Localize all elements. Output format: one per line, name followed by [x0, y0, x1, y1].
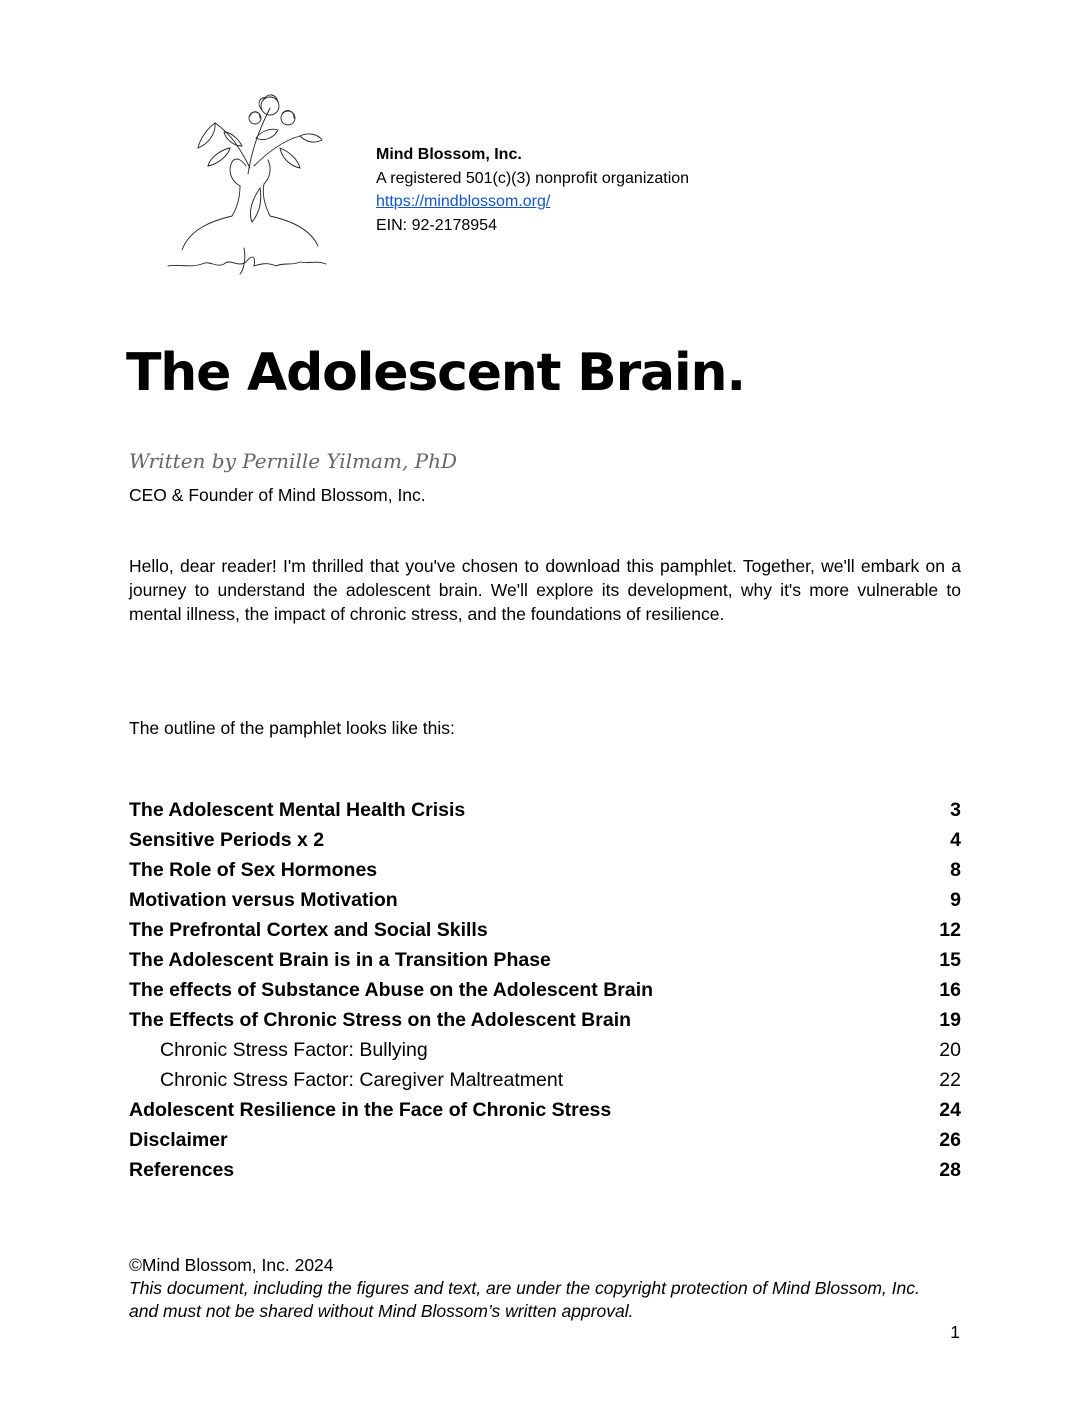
toc-entry-page: 12: [939, 919, 961, 941]
toc-entry-page: 22: [939, 1069, 961, 1091]
toc-entry-title: The effects of Substance Abuse on the Adolescent Brain: [129, 979, 654, 1001]
toc-entry-page: 19: [939, 1009, 961, 1031]
org-website-link[interactable]: https://mindblossom.org/: [376, 193, 551, 210]
toc-entry-page: 16: [939, 979, 961, 1001]
toc-entry-title: The Prefrontal Cortex and Social Skills: [129, 919, 488, 941]
toc-entry-title: Chronic Stress Factor: Caregiver Maltreatment: [160, 1069, 564, 1091]
toc-entry[interactable]: [129, 1035, 961, 1065]
toc-entry-title: Motivation versus Motivation: [129, 889, 398, 911]
toc-entry-page: 15: [939, 949, 961, 971]
flower-head-line-drawing-icon: [160, 88, 340, 278]
page-title: The Adolescent Brain.: [126, 343, 745, 403]
toc-entry-page: 20: [939, 1039, 961, 1061]
toc-entry-page: 9: [950, 889, 961, 911]
outline-intro: The outline of the pamphlet looks like this:: [129, 718, 455, 738]
copyright-notice: ©Mind Blossom, Inc. 2024: [129, 1255, 334, 1275]
intro-paragraph: Hello, dear reader! I'm thrilled that you've chosen to download this pamphlet. Together, we'll embark on a journey to understand the adolescent brain. We'll explore its development, why it's more vulnerable to mental illness, the impact of chronic stress, and the foundations of resilience.: [129, 556, 961, 624]
toc-entry[interactable]: [129, 1095, 961, 1125]
toc-entry-page: 24: [939, 1099, 961, 1121]
toc-entry-title: The Adolescent Brain is in a Transition Phase: [129, 949, 551, 971]
toc-entry-title: The Effects of Chronic Stress on the Adolescent Brain: [129, 1009, 632, 1031]
author-byline: Written by Pernille Yilmam, PhD: [129, 449, 458, 473]
toc-entry[interactable]: [129, 975, 961, 1005]
toc-entry-title: Disclaimer: [129, 1129, 228, 1151]
toc-entry-title: The Adolescent Mental Health Crisis: [129, 799, 466, 821]
toc-entry-page: 4: [950, 829, 961, 851]
toc-entry-title: References: [129, 1159, 235, 1181]
org-ein: EIN: 92-2178954: [376, 216, 497, 234]
table-of-contents: [129, 795, 961, 1185]
author-role: CEO & Founder of Mind Blossom, Inc.: [129, 485, 426, 505]
toc-entry[interactable]: [129, 1155, 961, 1185]
toc-entry[interactable]: [129, 825, 961, 855]
toc-entry[interactable]: [129, 1005, 961, 1035]
toc-entry-title: Adolescent Resilience in the Face of Chronic Stress: [129, 1099, 612, 1121]
toc-entry[interactable]: [129, 915, 961, 945]
organization-info: [376, 143, 689, 237]
toc-entry[interactable]: [129, 855, 961, 885]
toc-entry-page: 28: [939, 1159, 961, 1181]
toc-entry[interactable]: [129, 885, 961, 915]
page-number: 1: [950, 1322, 960, 1342]
toc-entry-page: 3: [950, 799, 961, 821]
toc-entry[interactable]: [129, 1065, 961, 1095]
toc-entry[interactable]: [129, 795, 961, 825]
org-description: A registered 501(c)(3) nonprofit organization: [376, 169, 690, 187]
toc-entry[interactable]: [129, 1125, 961, 1155]
toc-entry-page: 8: [950, 859, 961, 881]
toc-entry-title: Chronic Stress Factor: Bullying: [160, 1039, 428, 1061]
legal-notice: This document, including the figures and text, are under the copyright protection of Mind Blossom, Inc. and must not be shared without Mind Blossom’s written approval.: [129, 1278, 920, 1321]
org-name: Mind Blossom, Inc.: [376, 146, 522, 163]
toc-entry[interactable]: [129, 945, 961, 975]
toc-entry-title: The Role of Sex Hormones: [129, 859, 378, 881]
toc-entry-page: 26: [939, 1129, 961, 1151]
toc-entry-title: Sensitive Periods x 2: [129, 829, 325, 851]
